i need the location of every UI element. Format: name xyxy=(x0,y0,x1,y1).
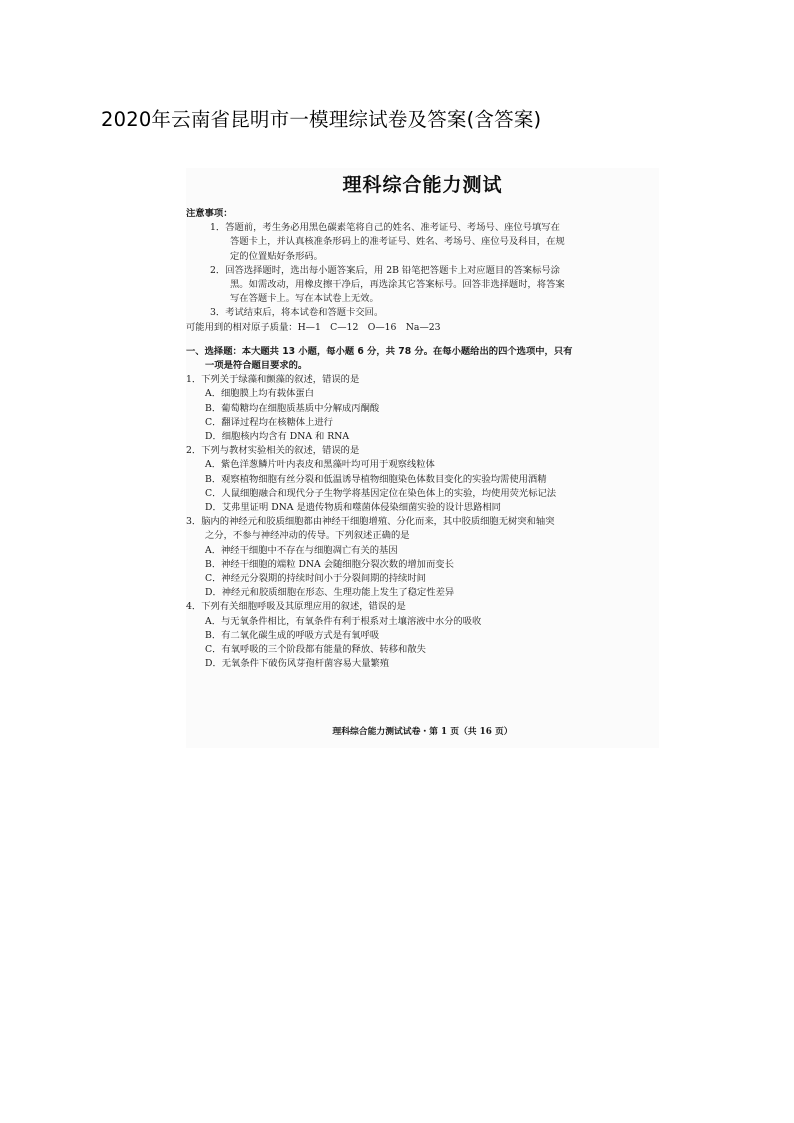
question-3-stem-line-1: 3．脑内的神经元和胶质细胞都由神经干细胞增殖、分化而来，其中胶质细胞无树突和轴突 xyxy=(186,516,555,528)
question-2-option-c: C．人鼠细胞融合和现代分子生物学将基因定位在染色体上的实验，均使用荧光标记法 xyxy=(205,487,557,499)
note-item-2-line-3: 写在答题卡上。写在本试卷上无效。 xyxy=(230,293,379,305)
question-3-option-b: B．神经干细胞的端粒 DNA 会随细胞分裂次数的增加而变长 xyxy=(205,558,454,570)
question-4-option-a: A．与无氧条件相比，有氧条件有利于根系对土壤溶液中水分的吸收 xyxy=(205,615,482,627)
note-item-1-line-2: 答题卡上，并认真核准条形码上的准考证号、姓名、考场号、座位号及科目，在规 xyxy=(230,236,565,248)
question-1-option-b: B．葡萄糖均在细胞质基质中分解成丙酮酸 xyxy=(205,402,380,414)
section-instructions-line-1: 一、选择题：本大题共 13 小题，每小题 6 分，共 78 分。在每小题给出的四个选项中，只有 xyxy=(186,345,573,357)
question-4-option-d: D．无氧条件下破伤风芽孢杆菌容易大量繁殖 xyxy=(205,658,390,670)
page-footer: 理科综合能力测试试卷・第 1 页（共 16 页） xyxy=(332,727,513,737)
question-2-option-d: D．艾弗里证明 DNA 是遗传物质和噬菌体侵染细菌实验的设计思路相同 xyxy=(205,502,501,514)
question-4-option-b: B．有二氧化碳生成的呼吸方式是有氧呼吸 xyxy=(205,629,380,641)
question-1-option-c: C．翻译过程均在核糖体上进行 xyxy=(205,416,333,428)
question-2-stem: 2．下列与教材实验相关的叙述，错误的是 xyxy=(186,445,360,457)
note-item-2-line-1: 2．回答选择题时，选出每小题答案后，用 2B 铅笔把答题卡上对应题目的答案标号涂 xyxy=(210,264,560,276)
question-3-stem-line-2: 之分，不参与神经冲动的传导。下列叙述正确的是 xyxy=(205,530,410,542)
question-1-option-d: D．细胞核内均含有 DNA 和 RNA xyxy=(205,431,350,443)
note-item-2-line-2: 黑。如需改动，用橡皮擦干净后，再选涂其它答案标号。回答非选择题时，将答案 xyxy=(230,279,565,291)
note-item-1-line-1: 1．答题前，考生务必用黑色碳素笔将自己的姓名、准考证号、考场号、座位号填写在 xyxy=(210,222,560,234)
document-title: 2020年云南省昆明市一模理综试卷及答案(含答案) xyxy=(101,108,542,131)
note-item-3: 3．考试结束后，将本试卷和答题卡交回。 xyxy=(210,307,384,319)
question-3-option-c: C．神经元分裂期的持续时间小于分裂间期的持续时间 xyxy=(205,573,426,585)
atomic-masses: 可能用到的相对原子质量：H—1 C—12 O—16 Na—23 xyxy=(186,321,441,333)
question-4-stem: 4．下列有关细胞呼吸及其原理应用的叙述，错误的是 xyxy=(186,601,406,613)
question-3-option-d: D．神经元和胶质细胞在形态、生理功能上发生了稳定性差异 xyxy=(205,587,455,599)
scanned-exam-page xyxy=(186,168,659,748)
question-2-option-a: A．紫色洋葱鳞片叶内表皮和黑藻叶均可用于观察线粒体 xyxy=(205,459,435,471)
section-instructions-line-2: 一项是符合题目要求的。 xyxy=(205,360,308,372)
question-3-option-a: A．神经干细胞中不存在与细胞凋亡有关的基因 xyxy=(205,544,398,556)
notes-heading: 注意事项： xyxy=(186,208,233,219)
exam-title: 理科综合能力测试 xyxy=(342,174,503,196)
question-4-option-c: C．有氧呼吸的三个阶段都有能量的释放、转移和散失 xyxy=(205,644,426,656)
question-1-stem: 1．下列关于绿藻和颤藻的叙述，错误的是 xyxy=(186,374,360,386)
exam-body xyxy=(186,207,659,672)
note-item-1-line-3: 定的位置贴好条形码。 xyxy=(230,250,323,262)
question-2-option-b: B．观察植物细胞有丝分裂和低温诱导植物细胞染色体数目变化的实验均需使用酒精 xyxy=(205,473,547,485)
question-1-option-a: A．细胞膜上均有载体蛋白 xyxy=(205,388,314,400)
